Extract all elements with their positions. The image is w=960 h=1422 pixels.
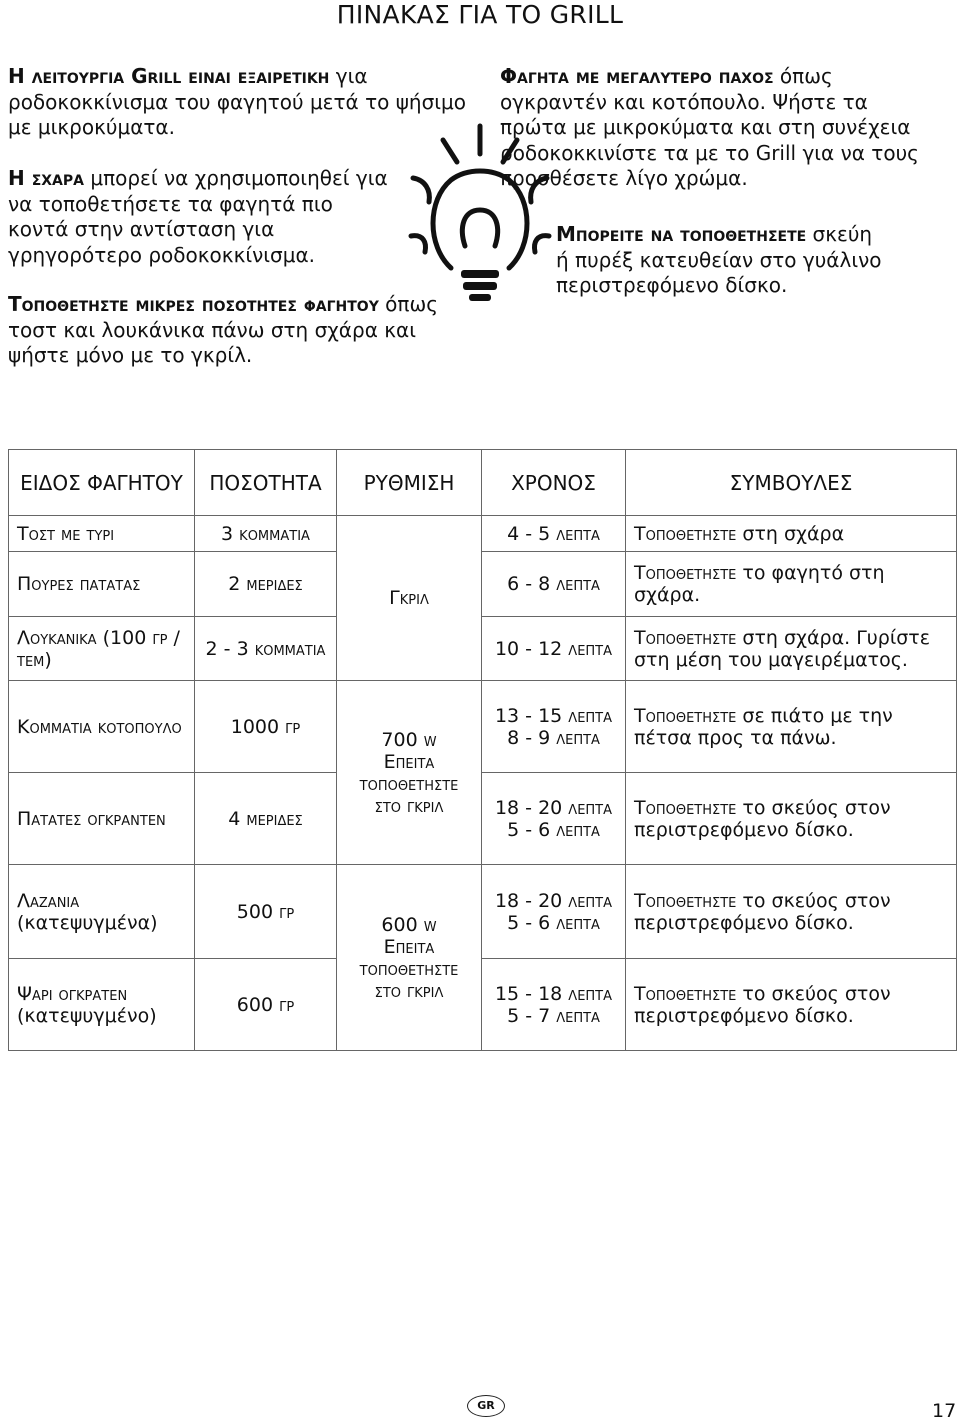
setting-cell: Γκριλ xyxy=(337,516,482,681)
tip-text: όπως ογκραντέν και κοτόπουλο. Ψήστε τα πρώτα με μικροκύματα και στη συνέχεια ροδοκοκκινίστε τα με το Grill για να τους προσθέσετε λίγο χρώμα. xyxy=(500,64,919,190)
tip-cell: Τοποθετηστε στη σχάρα xyxy=(626,516,957,552)
time-cell: 10 - 12 λεπτα xyxy=(482,617,626,681)
setting-cell-600: 600 w Επειτα τοποθετηστε στο γκριλ xyxy=(337,865,482,1051)
time-cell: 18 - 20 λεπτα 5 - 6 λεπτα xyxy=(482,773,626,865)
setting-cell-700: 700 w Επειτα τοποθετηστε στο γκριλ xyxy=(337,681,482,865)
quantity-cell: 3 κομματια xyxy=(195,516,337,552)
quantity-cell: 2 - 3 κομματια xyxy=(195,617,337,681)
quantity-cell: 2 μεριδες xyxy=(195,552,337,617)
tip-cell: Τοποθετηστε στη σχάρα. Γυρίστε στη μέση του μαγειρέματος. xyxy=(626,617,957,681)
table-row xyxy=(9,516,957,552)
tip-cell: Τοποθετηστε το σκεύος στον περιστρεφόμενο δίσκο. xyxy=(626,773,957,865)
tip-small-quantities xyxy=(8,292,478,369)
header-quantity: ΠΟΣΟΤΗΤΑ xyxy=(195,450,337,516)
table-row xyxy=(9,552,957,617)
page-title: ΠΙΝΑΚΑΣ ΓΙΑ ΤΟ GRILL xyxy=(336,0,624,29)
food-cell: Τοστ με τυρι xyxy=(9,516,195,552)
table-row xyxy=(9,865,957,959)
food-cell: Λαζανια (κατεψυγμένα) xyxy=(9,865,195,959)
quantity-cell: 500 γρ xyxy=(195,865,337,959)
table-row xyxy=(9,617,957,681)
language-badge: GR xyxy=(467,1395,505,1417)
tip-text: μπορεί να χρησιμοποιηθεί για να τοποθετήσετε τα φαγητά πιο κοντά στην αντίσταση για γρηγορότερο ροδοκοκκίνισμα. xyxy=(8,166,388,267)
header-food: ΕΙΔΟΣ ΦΑΓΗΤΟΥ xyxy=(9,450,195,516)
tip-bold: Η σχαρα xyxy=(8,166,84,190)
tip-cell: Τοποθετηστε το σκεύος στον περιστρεφόμενο δίσκο. xyxy=(626,865,957,959)
food-cell: Πουρες πατατας xyxy=(9,552,195,617)
tip-grill-function xyxy=(8,64,468,141)
quantity-cell: 1000 γρ xyxy=(195,681,337,773)
tip-text: σκεύη ή πυρέξ κατευθείαν στο γυάλινο περιστρεφόμενο δίσκο. xyxy=(556,222,882,297)
quantity-cell: 4 μεριδες xyxy=(195,773,337,865)
food-cell: Κομματια κοτοπουλο xyxy=(9,681,195,773)
tip-bold: Τοποθετηστε μικρες ποσοτητες φαγητου xyxy=(8,292,379,316)
tip-cell: Τοποθετηστε το σκεύος στον περιστρεφόμενο δίσκο. xyxy=(626,959,957,1051)
quantity-cell: 600 γρ xyxy=(195,959,337,1051)
time-cell: 4 - 5 λεπτα xyxy=(482,516,626,552)
time-cell: 6 - 8 λεπτα xyxy=(482,552,626,617)
tip-dishes xyxy=(556,222,886,299)
food-cell: Λουκανικα (100 γρ / τεμ) xyxy=(9,617,195,681)
header-setting: ΡΥΘΜΙΣΗ xyxy=(337,450,482,516)
lightbulb-icon xyxy=(405,118,555,303)
table-row xyxy=(9,681,957,773)
tip-bold: Η λειτουργια Grill ειναι εξαιρετικη xyxy=(8,64,330,88)
header-tips: ΣΥΜΒΟΥΛΕΣ xyxy=(626,450,957,516)
tip-cell: Τοποθετηστε σε πιάτο με την πέτσα προς τα πάνω. xyxy=(626,681,957,773)
table-row xyxy=(9,959,957,1051)
time-cell: 15 - 18 λεπτα 5 - 7 λεπτα xyxy=(482,959,626,1051)
tip-thicker-food xyxy=(500,64,920,192)
table-row xyxy=(9,773,957,865)
tip-cell: Τοποθετηστε το φαγητό στη σχάρα. xyxy=(626,552,957,617)
header-time: ΧΡΟΝΟΣ xyxy=(482,450,626,516)
food-cell: Πατατες ογκραντεν xyxy=(9,773,195,865)
tip-text: για ροδοκοκκίνισμα του φαγητού μετά το ψήσιμο με μικροκύματα. xyxy=(8,64,466,139)
food-cell: Ψαρι ογκρατεν (κατεψυγμένο) xyxy=(9,959,195,1051)
time-cell: 13 - 15 λεπτα 8 - 9 λεπτα xyxy=(482,681,626,773)
table-header xyxy=(9,450,957,516)
tip-bold: Φαγητα με μεγαλυτερο παχος xyxy=(500,64,774,88)
page-number: 17 xyxy=(932,1400,957,1422)
tip-bold: Μπορειτε να τοποθετησετε xyxy=(556,222,807,246)
grill-table xyxy=(8,449,957,1051)
time-cell: 18 - 20 λεπτα 5 - 6 λεπτα xyxy=(482,865,626,959)
tip-text: όπως τοστ και λουκάνικα πάνω στη σχάρα και ψήστε μόνο με το γκρίλ. xyxy=(8,292,438,367)
tip-rack xyxy=(8,166,388,268)
